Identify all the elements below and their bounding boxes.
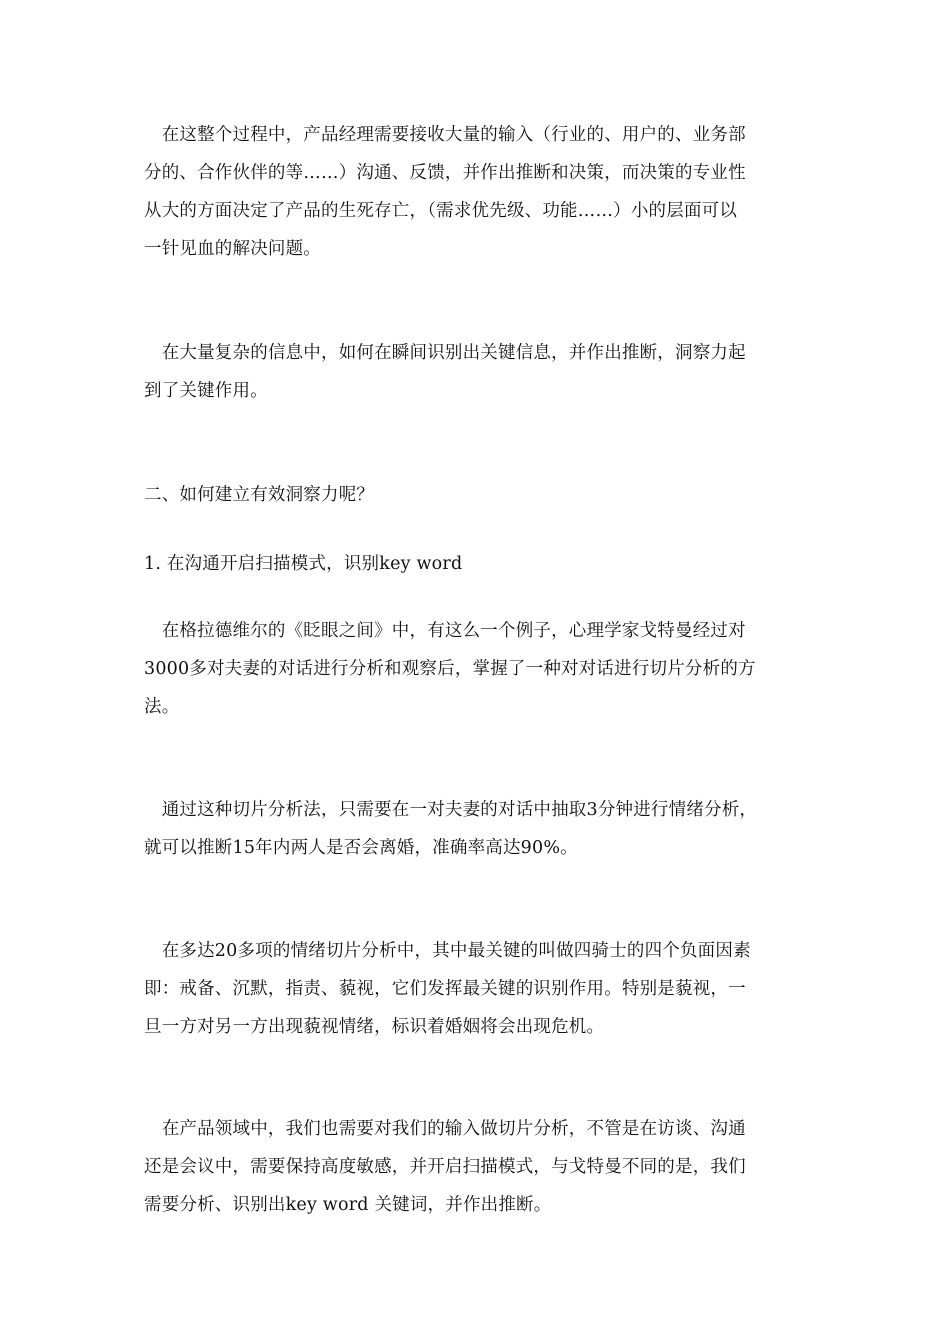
paragraph-3-line-2: 3000多对夫妻的对话进行分析和观察后，掌握了一种对对话进行切片分析的方 [144, 659, 756, 679]
subsection-heading: 1. 在沟通开启扫描模式，识别key word [144, 554, 463, 574]
paragraph-2-line-2: 到了关键作用。 [144, 381, 268, 401]
paragraph-6-line-2: 还是会议中，需要保持高度敏感，并开启扫描模式，与戈特曼不同的是，我们 [144, 1157, 746, 1177]
paragraph-2-line-1: 在大量复杂的信息中，如何在瞬间识别出关键信息，并作出推断，洞察力起 [144, 343, 746, 363]
paragraph-1-line-3: 从大的方面决定了产品的生死存亡，（需求优先级、功能……）小的层面可以 [144, 201, 738, 221]
paragraph-4-line-1: 通过这种切片分析法，只需要在一对夫妻的对话中抽取3分钟进行情绪分析， [144, 800, 758, 820]
section-heading: 二、如何建立有效洞察力呢？ [144, 485, 375, 505]
paragraph-1-line-1: 在这整个过程中，产品经理需要接收大量的输入（行业的、用户的、业务部 [144, 125, 746, 145]
paragraph-5-line-3: 旦一方对另一方出现藐视情绪，标识着婚姻将会出现危机。 [144, 1017, 605, 1037]
paragraph-3-line-3: 法。 [144, 697, 180, 717]
paragraph-1-line-4: 一针见血的解决问题。 [144, 239, 321, 259]
paragraph-3-line-1: 在格拉德维尔的《眨眼之间》中，有这么一个例子，心理学家戈特曼经过对 [144, 621, 746, 641]
paragraph-4-line-2: 就可以推断15年内两人是否会离婚，准确率高达90%。 [144, 838, 578, 858]
paragraph-5-line-2: 即：戒备、沉默，指责、藐视，它们发挥最关键的识别作用。特别是藐视，一 [144, 979, 746, 999]
paragraph-6-line-1: 在产品领域中，我们也需要对我们的输入做切片分析，不管是在访谈、沟通 [144, 1119, 746, 1139]
paragraph-1-line-2: 分的、合作伙伴的等……）沟通、反馈，并作出推断和决策，而决策的专业性 [144, 163, 746, 183]
paragraph-6-line-3: 需要分析、识别出key word 关键词，并作出推断。 [144, 1195, 552, 1215]
paragraph-5-line-1: 在多达20多项的情绪切片分析中，其中最关键的叫做四骑士的四个负面因素 [144, 941, 751, 961]
